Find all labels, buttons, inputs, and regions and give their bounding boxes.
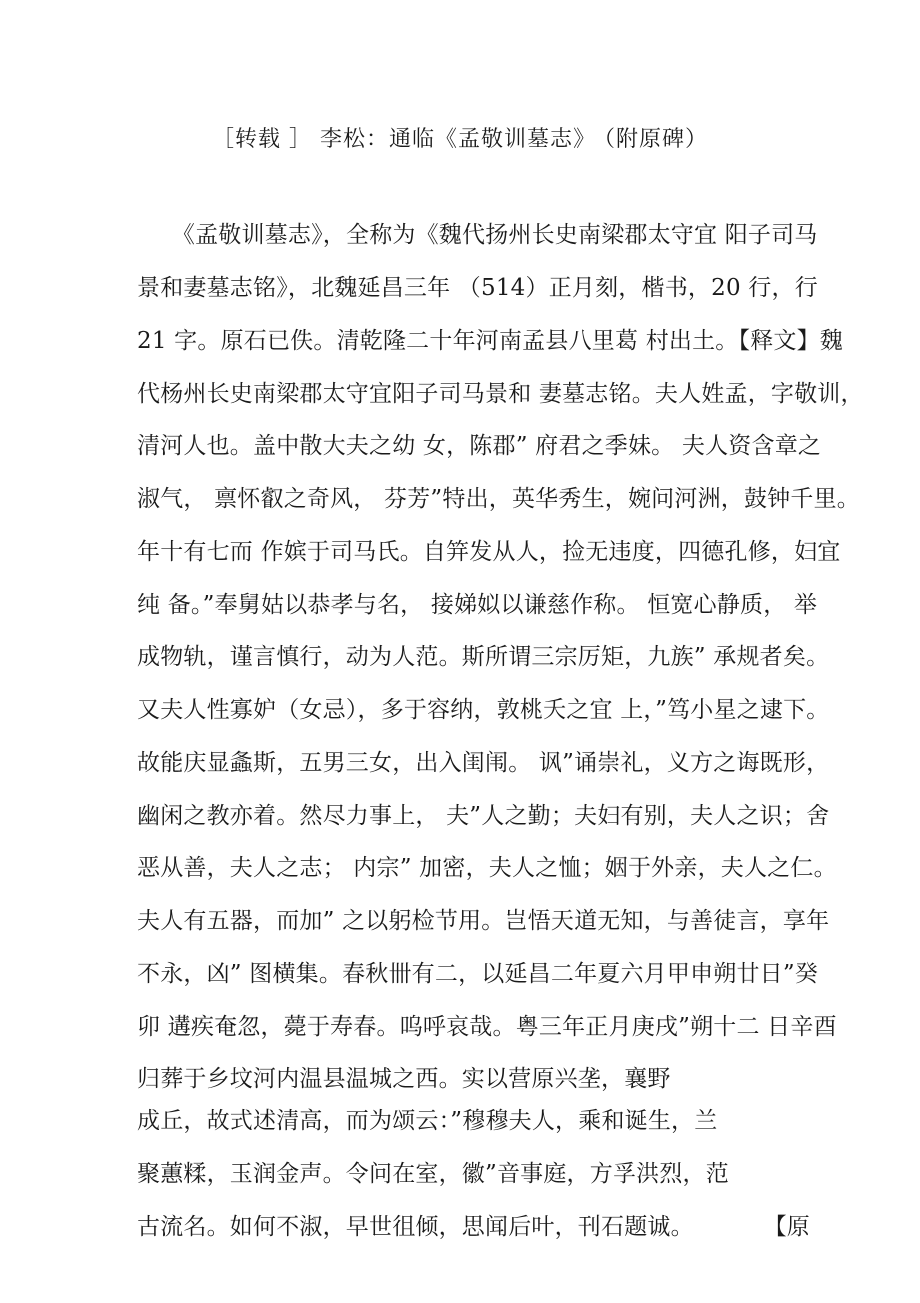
document-title	[0, 122, 920, 153]
title-repost-tag: ［转载 ］	[211, 127, 312, 152]
title-suffix: （附原碑）	[604, 127, 709, 152]
text-line: 卯 遘疾奄忽，薨于寿春。呜呼哀哉。粤三年正月庚戌”朔十二 日辛酉	[137, 1014, 837, 1040]
text-line: 聚蕙糅，玉润金声。令问在室，徽”音事庭，方孚洪烈，范	[137, 1161, 729, 1187]
text-line: 夫人有五器，而加” 之以躬检节用。岂悟天道无知，与善徒言，享年	[137, 908, 830, 934]
text-line: 古流名。如何不淑，早世徂倾，思闻后叶，刊石题诚。 【原	[137, 1214, 810, 1240]
text-line: 成物轨，谨言慎行，动为人范。斯所谓三宗厉矩，九族” 承规者矣。	[137, 644, 830, 670]
text-line: 故能庆显螽斯，五男三女，出入闺闱。 讽”诵崇礼，义方之诲既形，	[137, 750, 830, 776]
text-line: 景和妻墓志铭》，北魏延昌三年 （514）正月刻，楷书，20 行，行	[137, 275, 818, 301]
text-line: 恶从善，夫人之志； 内宗” 加密，夫人之恤；姻于外亲，夫人之仁。	[137, 855, 837, 881]
text-line: 《孟敬训墓志》，全称为《魏代扬州长史南梁郡太守宜 阳子司马	[137, 222, 818, 248]
text-line: 纯 备。”奉舅姑以恭孝与名， 接娣姒以谦慈作称。 恒宽心静质， 举	[137, 592, 818, 618]
text-line: 不永，凶” 图横集。春秋卌有二，以延昌二年夏六月甲申朔廿日”癸	[137, 961, 819, 987]
title-main: 李松：通临《孟敬训墓志》	[319, 127, 596, 152]
text-line: 21 字。原石已佚。清乾隆二十年河南孟县八里葛 村出土。【释文】魏	[137, 328, 843, 354]
text-line: 幽闲之教亦着。然尽力事上， 夫”人之勤；夫妇有别，夫人之识；舍	[137, 803, 830, 829]
text-line: 年十有七而 作嫔于司马氏。自笄发从人，捡无违度，四德孔修，妇宜	[137, 539, 841, 565]
text-line: 成丘，故式述清高，而为颂云：”穆穆夫人，乘和诞生，兰	[137, 1108, 718, 1134]
text-line: 淑气， 禀怀叡之奇风， 芬芳”特出，英华秀生，婉问河洲，鼓钟千里。	[137, 486, 860, 512]
text-line: 清河人也。盖中散大夫之幼 女，陈郡” 府君之季妹。 夫人资含章之	[137, 433, 822, 459]
text-line: 又夫人性寡妒（女忌），多于容纳，敦桃夭之宜 上，”笃小星之逮下。	[137, 697, 830, 723]
text-line: 代杨州长史南梁郡太守宜阳子司马景和 妻墓志铭。夫人姓孟，字敬训，	[137, 381, 864, 407]
text-line: 归葬于乡坟河内温县温城之西。实以营原兴垄，襄野	[137, 1066, 671, 1092]
